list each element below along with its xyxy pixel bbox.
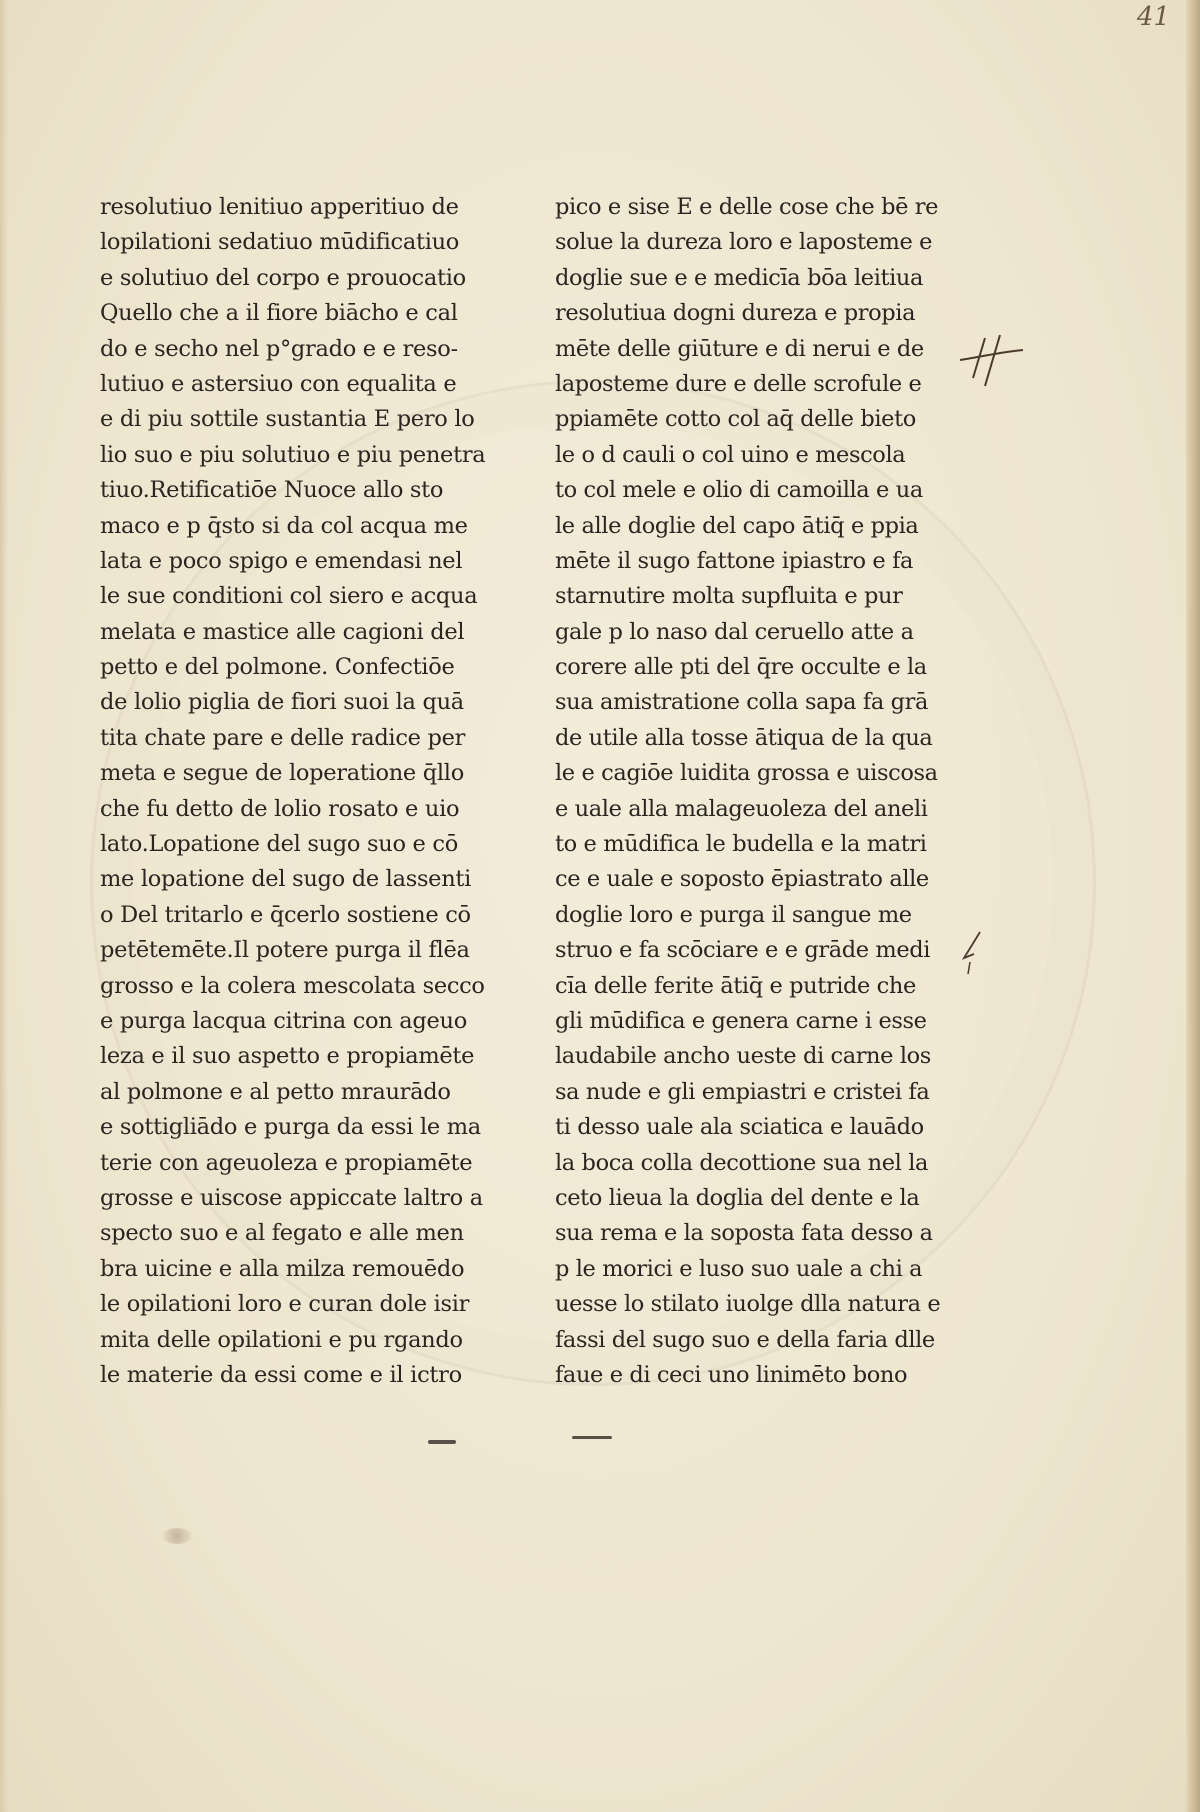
- text-line: grosse e uiscose appiccate laltro a: [100, 1184, 483, 1211]
- left-column-end-mark: [428, 1440, 456, 1444]
- text-line: le o d cauli o col uino e mescola: [555, 441, 906, 468]
- left-text-column: [100, 190, 500, 1393]
- text-line: ceto lieua la doglia del dente e la: [555, 1184, 920, 1211]
- text-line: solue la dureza loro e laposteme e: [555, 229, 933, 256]
- text-line: che fu detto de lolio rosato e uio: [100, 795, 460, 822]
- text-line: e sottigliādo e purga da essi le ma: [100, 1114, 481, 1141]
- text-line: al polmone e al petto mraurādo: [100, 1078, 451, 1105]
- text-line: maco e p q̄sto si da col acqua me: [100, 512, 468, 539]
- text-line: resolutiua dogni dureza e propia: [555, 300, 916, 327]
- text-line: uesse lo stilato iuolge dlla natura e: [555, 1291, 941, 1318]
- text-line: mita delle opilationi e pu rgando: [100, 1326, 463, 1353]
- right-text-column: [555, 190, 975, 1393]
- text-line: sa nude e gli empiastri e cristei fa: [555, 1078, 930, 1105]
- text-line: mēte delle giūture e di nerui e de: [555, 335, 924, 362]
- text-line: do e secho nel p°grado e e reso-: [100, 335, 458, 362]
- text-line: e purga lacqua citrina con ageuo: [100, 1007, 467, 1034]
- text-line: grosso e la colera mescolata secco: [100, 972, 485, 999]
- text-line: tiuo.Retificatiōe Nuoce allo sto: [100, 477, 444, 504]
- text-line: le alle doglie del capo ātiq̄ e ppia: [555, 512, 919, 539]
- text-line: bra uicine e alla milza remouēdo: [100, 1255, 465, 1282]
- text-line: lio suo e piu solutiuo e piu penetra: [100, 441, 486, 468]
- text-line: faue e di ceci uno linimēto bono: [555, 1361, 908, 1388]
- text-line: leza e il suo aspetto e propiamēte: [100, 1043, 475, 1070]
- text-line: e uale alla malageuoleza del aneli: [555, 795, 928, 822]
- text-line: laposteme dure e delle scrofule e: [555, 370, 922, 397]
- text-line: meta e segue de loperatione q̄llo: [100, 760, 464, 787]
- ink-stain: [162, 1528, 192, 1544]
- text-line: to e mūdifica le budella e la matri: [555, 831, 927, 858]
- text-line: starnutire molta supfluita e pur: [555, 583, 903, 610]
- page-right-edge: [1186, 0, 1200, 1812]
- text-line: melata e mastice alle cagioni del: [100, 618, 465, 645]
- text-line: cīa delle ferite ātiq̄ e putride che: [555, 972, 916, 999]
- text-line: le materie da essi come e il ictro: [100, 1361, 462, 1388]
- text-line: doglie loro e purga il sangue me: [555, 901, 912, 928]
- text-line: de lolio piglia de fiori suoi la quā: [100, 689, 464, 716]
- text-line: gale p lo naso dal ceruello atte a: [555, 618, 914, 645]
- text-line: p le morici e luso suo uale a chi a: [555, 1255, 923, 1282]
- text-line: doglie sue e e medicīa bōa leitiua: [555, 264, 924, 291]
- text-line: laudabile ancho ueste di carne los: [555, 1043, 931, 1070]
- text-line: ti desso uale ala sciatica e lauādo: [555, 1114, 924, 1141]
- text-line: le e cagiōe luidita grossa e uiscosa: [555, 760, 938, 787]
- text-line: terie con ageuoleza e propiamēte: [100, 1149, 473, 1176]
- text-line: le sue conditioni col siero e acqua: [100, 583, 478, 610]
- text-line: specto suo e al fegato e alle men: [100, 1220, 464, 1247]
- text-line: lutiuo e astersiuo con equalita e: [100, 370, 457, 397]
- text-line: fassi del sugo suo e della faria dlle: [555, 1326, 935, 1353]
- text-line: sua rema e la soposta fata desso a: [555, 1220, 933, 1247]
- text-line: de utile alla tosse ātiqua de la qua: [555, 724, 933, 751]
- text-line: corere alle pti del q̄re occulte e la: [555, 654, 927, 681]
- text-line: ce e uale e soposto ēpiastrato alle: [555, 866, 929, 893]
- text-line: to col mele e olio di camoilla e ua: [555, 477, 923, 504]
- page-left-edge: [0, 0, 8, 1812]
- text-line: ppiamēte cotto col aq̄ delle bieto: [555, 406, 916, 433]
- text-line: sua amistratione colla sapa fa grā: [555, 689, 928, 716]
- text-line: petto e del polmone. Confectiōe: [100, 654, 455, 681]
- text-line: la boca colla decottione sua nel la: [555, 1149, 929, 1176]
- text-line: lata e poco spigo e emendasi nel: [100, 547, 463, 574]
- folio-number: 41: [1136, 2, 1170, 32]
- text-line: resolutiuo lenitiuo apperitiuo de: [100, 194, 459, 220]
- text-line: o Del tritarlo e q̄cerlo sostiene cō: [100, 901, 471, 928]
- text-line: pico e sise E e delle cose che bē re: [555, 194, 939, 220]
- right-column-end-mark: [572, 1436, 612, 1439]
- marginal-annotation-mark: [955, 330, 1025, 390]
- text-line: me lopatione del sugo de lassenti: [100, 866, 472, 893]
- text-line: tita chate pare e delle radice per: [100, 724, 466, 751]
- text-line: petētemēte.Il potere purga il flēa: [100, 937, 470, 964]
- text-line: Quello che a il fiore biācho e cal: [100, 300, 458, 327]
- text-line: lato.Lopatione del sugo suo e cō: [100, 831, 458, 858]
- text-line: gli mūdifica e genera carne i esse: [555, 1007, 927, 1034]
- text-line: mēte il sugo fattone ipiastro e fa: [555, 547, 914, 574]
- marginal-tick-mark: [958, 928, 988, 978]
- text-line: struo e fa scōciare e e grāde medi: [555, 937, 931, 964]
- text-line: lopilationi sedatiuo mūdificatiuo: [100, 229, 460, 256]
- text-line: e solutiuo del corpo e prouocatio: [100, 264, 466, 291]
- text-line: e di piu sottile sustantia E pero lo: [100, 406, 475, 433]
- text-line: le opilationi loro e curan dole isir: [100, 1291, 470, 1318]
